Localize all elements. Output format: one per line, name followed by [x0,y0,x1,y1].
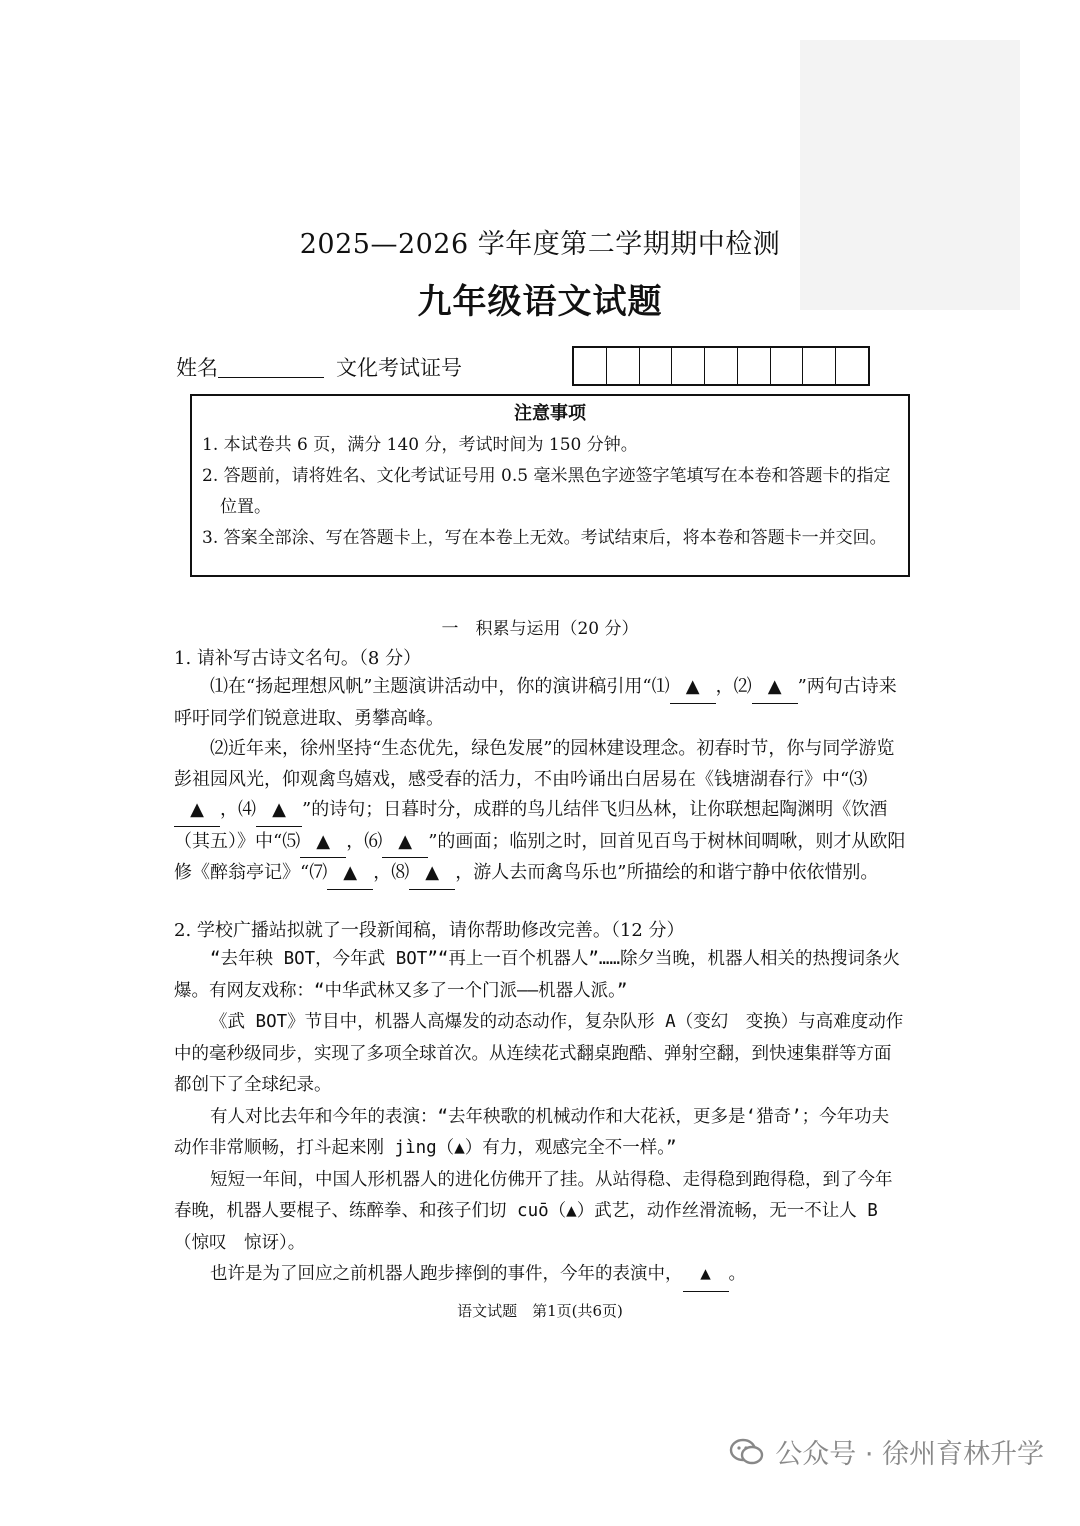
id-label: 文化考试证号 [336,356,462,380]
exam-subtitle: 九年级语文试题 [417,282,663,322]
pinyin-blank-2: ▲ [566,1201,577,1221]
question-1-body [174,672,906,890]
news-paragraph-5: 也许是为了回应之前机器人跑步摔倒的事件，今年的表演中， ▲ 。 [174,1259,906,1292]
exam-title: 2025—2026 学年度第二学期期中检测 [299,229,781,260]
section-heading: 一 积累与运用（20 分） [441,619,639,639]
news-paragraph-1: “去年秧 BOT，今年武 BOT”“再上一百个机器人”……除夕当晚，机器人相关的热搜词条火爆。有网友戏称：“中华武林又多了一个门派——机器人派。” [174,949,901,1001]
id-box [574,348,607,384]
pinyin-blank-1: ▲ [454,1138,465,1158]
wechat-icon [729,1437,765,1467]
notice-item: 1. 本试卷共 6 页，满分 140 分，考试时间为 150 分钟。 [202,435,638,455]
page-footer: 语文试题 第1页(共6页) [457,1302,623,1320]
watermark [729,1432,1044,1471]
notice-item: 2. 答题前，请将姓名、文化考试证号用 0.5 毫米黑色字迹签字笔填写在本卷和答题卡的指定位置。 [202,466,891,517]
id-box [705,348,738,384]
notice-item: 3. 答案全部涂、写在答题卡上，写在本卷上无效。考试结束后，将本卷和答题卡一并交回。 [202,528,887,548]
name-label: 姓名 [176,356,218,380]
answer-blank-2: ▲ [752,672,798,704]
news-paragraph-2: 《武 BOT》节目中，机器人高爆发的动态动作，复杂队形 A（变幻 变换）与高难度动作中的毫秒级同步，实现了多项全球首次。从连续花式翻桌跑酷、弹射空翻，到快速集群等方面都创下了全球纪录。 [174,1012,904,1095]
news-paragraph-4: 短短一年间，中国人形机器人的进化仿佛开了挂。从站得稳、走得稳到跑得稳，到了今年春晚，机器人要棍子、练醉拳、和孩子们切 cuō（▲）武艺，动作丝滑流畅，无一不让人 B（惊叹 惊讶）。 [174,1169,893,1253]
answer-blank-4: ▲ [256,795,302,827]
answer-blank-9: ▲ [683,1259,729,1292]
answer-blank-7: ▲ [327,858,373,890]
id-box [607,348,640,384]
id-box [672,348,705,384]
answer-blank-6: ▲ [382,827,428,859]
question-1-head: 1. 请补写古诗文名句。（8 分） [174,648,422,669]
notice-title: 注意事项 [514,403,586,424]
id-box [803,348,836,384]
answer-blank-5: ▲ [300,827,346,859]
id-box [771,348,804,384]
id-box [640,348,673,384]
answer-blank-1: ▲ [670,672,716,704]
notice-box [190,394,910,577]
news-paragraph-3: 有人对比去年和今年的表演：“去年秧歌的机械动作和大花袄，更多是‘猎奇’；今年功夫动作非常顺畅，打斗起来刚 jìng（▲）有力，观感完全不一样。” [174,1106,890,1158]
question-1-part-1: ⑴在“扬起理想风帆”主题演讲活动中，你的演讲稿引用“⑴ ▲ ，⑵ ▲ ”两句古诗来呼吁同学们锐意进取、勇攀高峰。 [174,672,906,734]
scan-shade [800,40,1020,310]
answer-blank-3: ▲ [174,795,220,827]
question-2-body [174,944,906,1292]
id-number-boxes [572,346,870,386]
id-box [738,348,771,384]
question-1-part-2: ⑵近年来，徐州坚持“生态优先，绿色发展”的园林建设理念。初春时节，你与同学游览彭祖园风光，仰观禽鸟嬉戏，感受春的活力，不由吟诵出白居易在《钱塘湖春行》中“⑶▲ ，⑷ ▲ ”的诗句；日暮时分，成群的鸟儿结伴飞归丛林，让你联想起陶渊明《饮酒（其五）》中“⑸ ▲ ，⑹ ▲ ”的画面；临别之时，回首见百鸟于树林间啁啾，则才从欧阳修《醉翁亭记》“⑺ ▲ ，⑻ ▲ ，游人去而禽鸟乐也”所描绘的和谐宁静中依依惜别。 [174,734,906,890]
watermark-text: 公众号 · 徐州育林升学 [775,1439,1044,1470]
id-box [836,348,868,384]
question-2-head: 2. 学校广播站拟就了一段新闻稿，请你帮助修改完善。（12 分） [174,920,685,941]
answer-blank-8: ▲ [409,858,455,890]
name-field [218,377,324,378]
